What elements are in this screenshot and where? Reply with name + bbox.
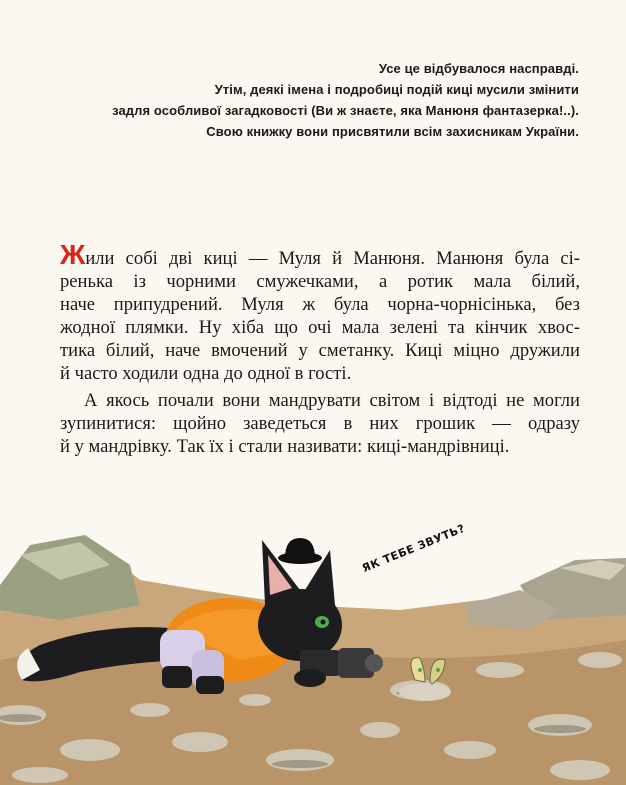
epigraph-line-2: Утім, деякі імена і подробиці подій киці мусили змінити [214,82,579,97]
story-text [60,239,580,458]
cat-photographer-illustration [0,510,626,785]
story-line [60,239,580,270]
story-line-text: или собі дві киці — Муля й Манюня. Манюня була сі- [85,248,580,269]
drop-cap: Ж [60,239,86,270]
story-line: тика білий, наче вмочений у сметанку. Киці міцно дружили [60,340,580,361]
story-line: й у мандрівку. Так їх і стали називати: киці-мандрівниці. [60,436,510,457]
epigraph [39,58,579,142]
story-line: наче припудрений. Муля ж була чорна-чорнісінька, без [60,294,580,315]
epigraph-line-4: Свою книжку вони присвятили всім захисникам України. [206,124,579,139]
paragraph-1 [60,239,580,385]
epigraph-line-1: Усе це відбувалося насправді. [378,61,579,76]
story-line: зупинитися: щойно заведеться в них грошик — одразу [60,413,580,434]
story-line: ренька із чорними смужечками, а ротик мала білий, [60,271,580,292]
speech-text: ЯК ТЕБЕ ЗВУТЬ? [360,521,467,575]
story-line: жодної плямки. Ну хіба що очі мала зелені та кінчик хвос- [60,317,580,338]
paragraph-2 [60,389,580,458]
epigraph-line-3: задля особливої загадковості (Ви ж знаєте, яка Манюня фантазерка!..). [112,103,579,118]
story-line: й часто ходили одна до одної в гості. [60,363,352,384]
story-line: А якось почали вони мандрувати світом і відтоді не могли [84,390,580,411]
